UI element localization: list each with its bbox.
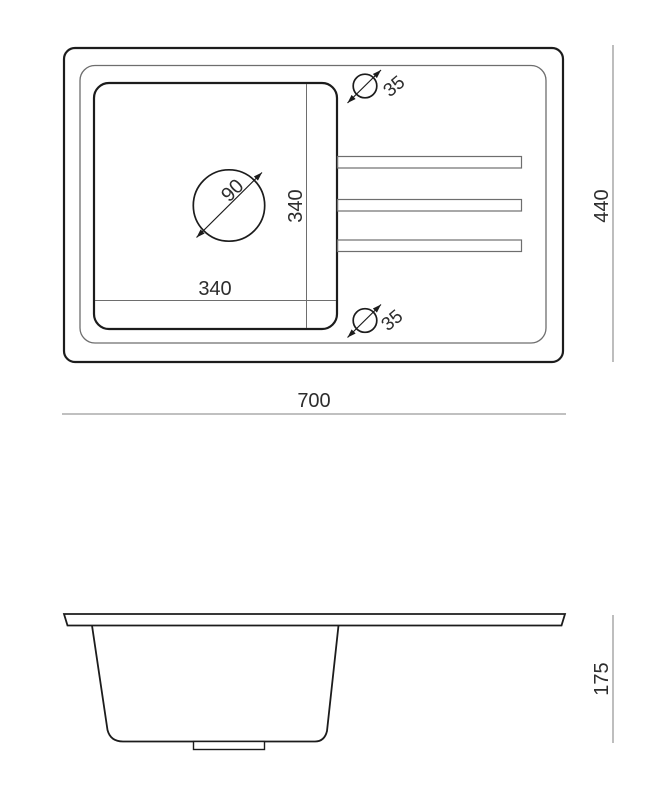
tap-hole-bottom-label: 35: [377, 305, 408, 336]
overall-width-label: 700: [297, 390, 331, 412]
overall-depth-label: 440: [591, 189, 613, 223]
drainboard-groove: [338, 157, 522, 169]
drainboard-groove: [338, 200, 522, 212]
drainboard-grooves: [338, 157, 522, 252]
side-view-countertop: [64, 614, 565, 626]
drainboard-groove: [338, 240, 522, 252]
top-view: [62, 45, 613, 414]
side-view-bowl-profile: [92, 626, 339, 742]
bowl-width-label: 340: [198, 278, 232, 300]
sink-rim-outline: [80, 66, 546, 344]
bowl-depth-label: 340: [285, 189, 307, 223]
side-view-drain-stub: [194, 742, 265, 750]
side-view: [64, 614, 613, 750]
tap-hole-bottom: [348, 305, 408, 338]
height-label: 175: [591, 662, 613, 696]
tap-hole-top: [348, 70, 410, 103]
sink-outline: [64, 48, 563, 362]
drain-diameter-label: 90: [217, 175, 249, 207]
tap-hole-top-label: 35: [379, 71, 410, 102]
